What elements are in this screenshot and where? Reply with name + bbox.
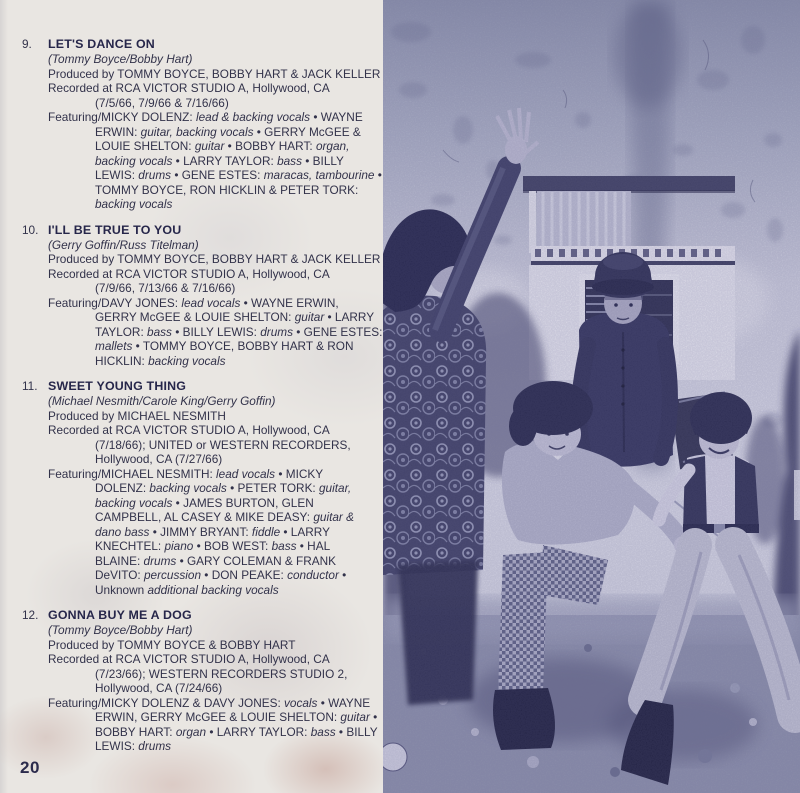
track-entry [0,37,383,212]
credit-line: ERWIN, GERRY McGEE & LOUIE SHELTON: guitar • [95,710,378,724]
credit-line: (7/23/66); WESTERN RECORDERS STUDIO 2, [95,666,348,681]
credit-line: HICKLIN: backing vocals [95,353,226,368]
credit-line: (7/9/66, 7/13/66 & 7/16/66) [95,281,236,295]
credit-line: backing vocals • JAMES BURTON, GLEN [95,495,314,510]
track-title: SWEET YOUNG THING [48,379,187,393]
track-entry [0,223,383,369]
credit-line: BOBBY HART: organ • LARRY TAYLOR: bass • BILLY [95,724,378,739]
track-number: 12. [22,608,39,622]
credit-line: Featuring/MICKY DOLENZ: lead & backing vocals • WAYNE [48,110,363,124]
credit-line: GERRY McGEE & LOUIE SHELTON: guitar • LARRY [95,310,375,324]
track-number: 9. [22,37,32,51]
credit-line: backing vocals • LARRY TAYLOR: bass • BILLY [95,153,344,168]
track-writers: (Tommy Boyce/Bobby Hart) [48,52,193,66]
credit-line: Produced by TOMMY BOYCE, BOBBY HART & JACK KELLER [48,66,381,81]
track-writers: (Tommy Boyce/Bobby Hart) [48,623,193,637]
track-title: GONNA BUY ME A DOG [48,608,192,622]
track-title: I'LL BE TRUE TO YOU [48,222,182,237]
credit-line: BLAINE: drums • GARY COLEMAN & FRANK [95,553,337,568]
credits-column [0,0,383,793]
credit-line: backing vocals [95,197,173,211]
track-entry [0,608,383,754]
credit-line: Recorded at RCA VICTOR STUDIO A, Hollywood, CA [48,81,330,95]
credit-line: LOUIE SHELTON: guitar • BOBBY HART: organ, [95,139,350,153]
credit-line: DOLENZ: backing vocals • PETER TORK: guitar, [95,481,352,495]
credit-line: LEWIS: drums • GENE ESTES: maracas, tambourine • [95,168,382,182]
credit-line: Recorded at RCA VICTOR STUDIO A, Hollywood, CA [48,266,330,281]
credit-line: CAMPBELL, AL CASEY & MIKE DEASY: guitar & [95,510,354,524]
credit-line: Recorded at RCA VICTOR STUDIO A, Hollywood, CA [48,423,330,437]
credit-line: TAYLOR: bass • BILLY LEWIS: drums • GENE ESTES: [95,324,383,339]
credit-line: Produced by TOMMY BOYCE, BOBBY HART & JACK KELLER [48,252,381,266]
page-number: 20 [20,758,40,777]
credit-line: KNECHTEL: piano • BOB WEST: bass • HAL [95,539,331,553]
photo-grain [383,0,800,793]
band-photo [383,0,800,793]
track-number: 11. [22,379,38,393]
credit-line: ERWIN: guitar, backing vocals • GERRY McGEE & [95,124,361,139]
credit-line: (7/5/66, 7/9/66 & 7/16/66) [95,95,229,110]
credit-line: LEWIS: drums [95,739,172,753]
track-writers: (Gerry Goffin/Russ Titelman) [48,237,199,252]
credit-line: DeVITO: percussion • DON PEAKE: conductor • [95,568,347,582]
credit-line: Produced by MICHAEL NESMITH [48,408,226,423]
credit-line: Produced by TOMMY BOYCE & BOBBY HART [48,637,296,652]
credit-line: Featuring/DAVY JONES: lead vocals • WAYNE ERWIN, [48,295,339,310]
credit-line: Recorded at RCA VICTOR STUDIO A, Hollywood, CA [48,652,330,666]
credit-line: dano bass • JIMMY BRYANT: fiddle • LARRY [95,524,330,539]
credit-line: Unknown additional backing vocals [95,582,279,597]
credit-line: TOMMY BOYCE, RON HICKLIN & PETER TORK: [95,182,359,197]
credit-line: Hollywood, CA (7/24/66) [95,681,223,695]
track-writers: (Michael Nesmith/Carole King/Gerry Goffin) [48,394,276,408]
track-entry [0,379,383,597]
track-number: 10. [22,222,39,237]
credit-line: Featuring/MICKY DOLENZ & DAVY JONES: vocals • WAYNE [48,695,371,710]
credit-line: (7/18/66); UNITED or WESTERN RECORDERS, [95,437,351,452]
credit-line: Hollywood, CA (7/27/66) [95,452,223,466]
track-title: LET'S DANCE ON [48,37,155,51]
credit-line: Featuring/MICHAEL NESMITH: lead vocals • MICKY [48,466,324,481]
credit-line: mallets • TOMMY BOYCE, BOBBY HART & RON [95,339,354,353]
track-list [0,0,383,754]
